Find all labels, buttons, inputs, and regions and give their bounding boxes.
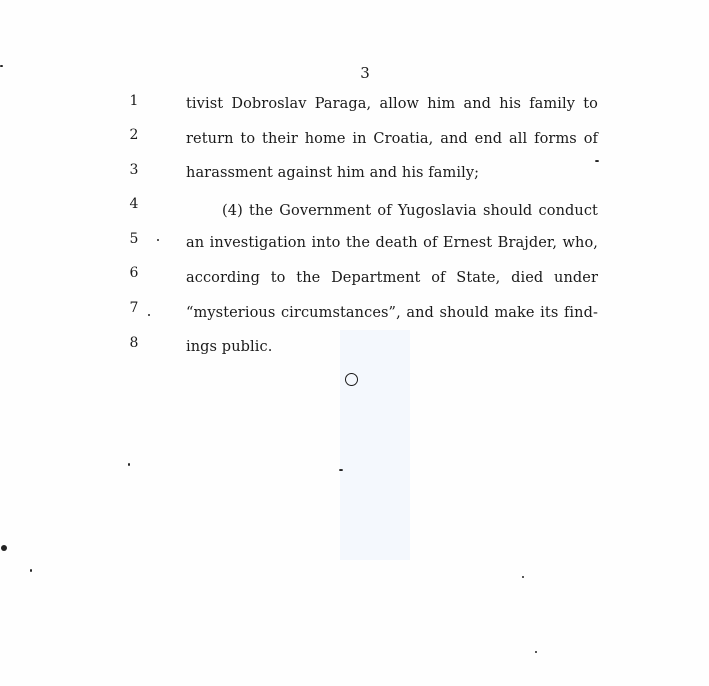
end-of-text-circle-icon [345, 373, 358, 386]
scan-artifact [340, 330, 410, 560]
scan-speck [0, 65, 3, 67]
bill-text-line: (4) the Government of Yugoslavia should conduct [222, 203, 598, 219]
line-number: 4 [129, 196, 139, 212]
line-number: 8 [129, 335, 139, 351]
line-number: 1 [129, 93, 139, 109]
line-number: 3 [129, 162, 139, 178]
bill-text-line: ings public. [186, 339, 273, 355]
scan-speck [1, 545, 7, 551]
page-number: 3 [360, 64, 370, 82]
line-number: 2 [129, 127, 139, 143]
scan-speck [522, 576, 524, 578]
scan-speck [535, 651, 537, 653]
bill-text-line: return to their home in Croatia, and end all forms of [186, 131, 598, 147]
line-number: 5 [129, 231, 139, 247]
scan-speck [148, 314, 150, 316]
bill-text-line: an investigation into the death of Ernest Brajder, who, [186, 235, 598, 251]
bill-text-line: “mysterious circumstances”, and should make its find- [186, 305, 598, 321]
bill-text-line: harassment against him and his family; [186, 165, 480, 181]
bill-text-line: according to the Department of State, died under [186, 270, 598, 286]
scan-speck [30, 569, 32, 572]
scan-speck [339, 469, 343, 471]
line-number: 7 [129, 300, 139, 316]
line-number: 6 [129, 265, 139, 281]
scan-speck [595, 160, 599, 162]
scan-speck [128, 463, 130, 466]
scan-speck [157, 239, 159, 241]
bill-text-line: tivist Dobroslav Paraga, allow him and his family to [186, 96, 598, 112]
